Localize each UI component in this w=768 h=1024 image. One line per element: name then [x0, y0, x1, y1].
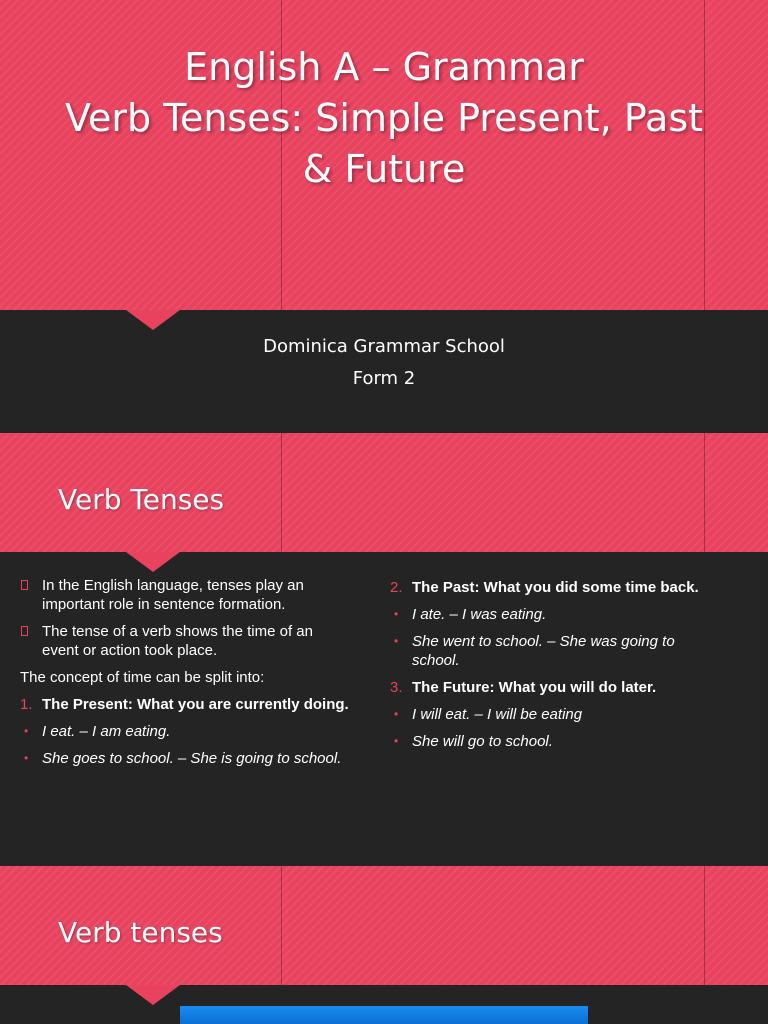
square-bullet-icon: [21, 626, 28, 636]
list-item: [20, 622, 350, 660]
form-label: Form 2: [352, 368, 416, 389]
dot-bullet-icon: •: [24, 751, 29, 765]
title-slide-info-panel: [0, 310, 768, 433]
item-number: 2.: [390, 579, 403, 596]
divider-line: [704, 433, 705, 552]
list-item: [390, 578, 720, 597]
title-line: English A – Grammar: [184, 45, 584, 89]
verb-tenses-content: [0, 552, 768, 866]
item-text: The Present: What you are currently doing.: [42, 696, 349, 713]
divider-line: [704, 866, 705, 985]
list-item: [20, 722, 350, 741]
bullet-text: The tense of a verb shows the time of an event or action took place.: [42, 623, 313, 659]
intro-text: The concept of time can be split into:: [20, 669, 265, 686]
dot-bullet-icon: •: [394, 607, 399, 621]
list-item: [390, 605, 720, 624]
notch-decoration: [126, 985, 180, 1005]
list-item: [20, 576, 350, 614]
item-number: 3.: [390, 679, 403, 696]
slide-title: [0, 42, 768, 195]
dot-bullet-icon: •: [394, 707, 399, 721]
example-text: She went to school. – She was going to school.: [412, 633, 675, 669]
example-text: She goes to school. – She is going to school.: [42, 750, 342, 767]
title-line: & Future: [302, 147, 466, 191]
right-column: [390, 578, 720, 759]
example-text: I ate. – I was eating.: [412, 606, 547, 623]
list-item: [390, 732, 720, 751]
divider-line: [281, 866, 282, 985]
title-slide-banner: [0, 0, 768, 310]
left-column: [20, 576, 350, 776]
dot-bullet-icon: •: [24, 724, 29, 738]
notch-decoration: [126, 552, 180, 572]
list-item: [20, 695, 350, 714]
blue-content-block: [180, 1006, 588, 1024]
notch-decoration: [126, 310, 180, 330]
item-text: The Past: What you did some time back.: [412, 579, 699, 596]
section-heading: Verb Tenses: [58, 483, 225, 516]
list-item: [20, 749, 350, 768]
title-line: Verb Tenses: Simple Present, Past: [64, 96, 704, 140]
verb-tenses-banner: [0, 433, 768, 552]
dot-bullet-icon: •: [394, 634, 399, 648]
list-item: [390, 632, 720, 670]
list-item: [390, 678, 720, 697]
item-number: 1.: [20, 696, 33, 713]
example-text: She will go to school.: [412, 733, 553, 750]
divider-line: [281, 433, 282, 552]
list-item: [390, 705, 720, 724]
dot-bullet-icon: •: [394, 734, 399, 748]
example-text: I will eat. – I will be eating: [412, 706, 583, 723]
item-text: The Future: What you will do later.: [412, 679, 657, 696]
verb-tenses-2-banner: [0, 866, 768, 985]
square-bullet-icon: [21, 580, 28, 590]
school-name: Dominica Grammar School: [263, 336, 505, 357]
example-text: I eat. – I am eating.: [42, 723, 171, 740]
bullet-text: In the English language, tenses play an important role in sentence formation.: [42, 577, 304, 613]
section-heading: Verb tenses: [58, 916, 223, 949]
